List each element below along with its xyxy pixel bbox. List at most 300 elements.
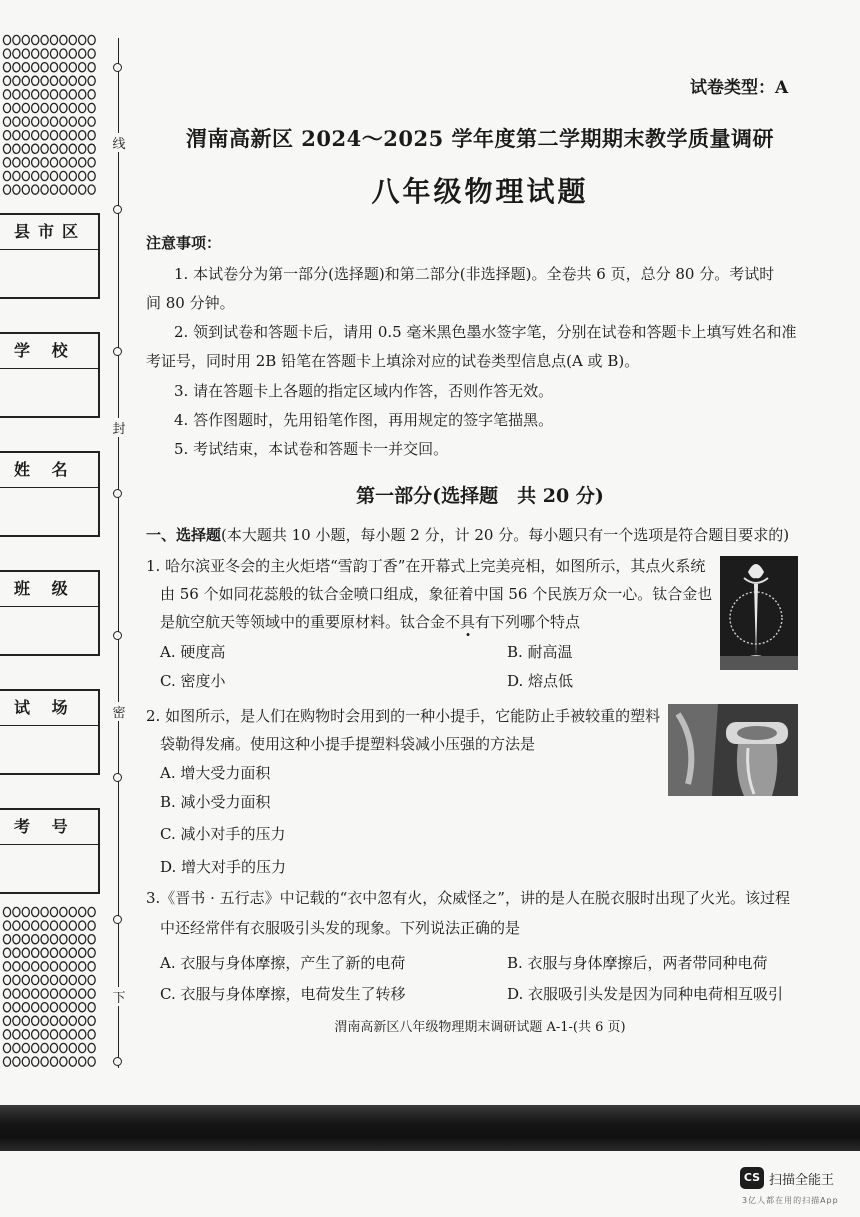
decorative-circle bbox=[69, 90, 76, 99]
decorative-circle bbox=[69, 989, 76, 998]
decorative-circle bbox=[79, 35, 86, 44]
decorative-circle bbox=[69, 63, 76, 72]
decorative-circle bbox=[79, 185, 86, 194]
decorative-circle bbox=[60, 76, 67, 85]
decorative-circle bbox=[69, 131, 76, 140]
decorative-circle bbox=[79, 1057, 86, 1066]
decorative-circle bbox=[69, 117, 76, 126]
decorative-circle bbox=[22, 158, 29, 167]
q1-option-b[interactable]: B. 耐高温 bbox=[507, 643, 573, 661]
decorative-circle bbox=[13, 158, 20, 167]
q1-stem-text: 是航空航天等领域中的重要原材料。钛合金 bbox=[160, 613, 446, 631]
decorative-circle bbox=[79, 63, 86, 72]
decorative-circle bbox=[88, 185, 95, 194]
decorative-circle bbox=[50, 185, 57, 194]
part1-title: 第一部分(选择题 共 20 分) bbox=[356, 485, 604, 507]
decorative-circle bbox=[3, 49, 10, 58]
scanner-name: 扫描全能王 bbox=[769, 1172, 835, 1188]
decorative-circle bbox=[88, 103, 95, 112]
decorative-circle bbox=[3, 989, 10, 998]
decorative-circle bbox=[50, 76, 57, 85]
decorative-circle bbox=[60, 63, 67, 72]
decorative-circle bbox=[13, 1057, 20, 1066]
decorative-circle bbox=[41, 1016, 48, 1025]
decorative-circle bbox=[69, 962, 76, 971]
binding-circle bbox=[113, 205, 122, 214]
decorative-circle bbox=[50, 1057, 57, 1066]
decorative-circle bbox=[13, 103, 20, 112]
decorative-circle bbox=[79, 935, 86, 944]
q1-option-c[interactable]: C. 密度小 bbox=[160, 672, 226, 690]
decorative-circle bbox=[60, 49, 67, 58]
decorative-circle bbox=[50, 63, 57, 72]
decorative-circle bbox=[22, 90, 29, 99]
decorative-circle bbox=[79, 1030, 86, 1039]
paper-type: 试卷类型：A bbox=[690, 78, 789, 98]
decorative-circle bbox=[41, 921, 48, 930]
decorative-circle bbox=[60, 1016, 67, 1025]
decorative-circle bbox=[32, 989, 39, 998]
field-exam-room[interactable] bbox=[0, 689, 100, 775]
decorative-circle bbox=[60, 962, 67, 971]
decorative-circle bbox=[79, 117, 86, 126]
decorative-circle bbox=[32, 144, 39, 153]
decorative-circle bbox=[60, 90, 67, 99]
decorative-circle bbox=[79, 90, 86, 99]
decorative-circle bbox=[41, 948, 48, 957]
section-desc: (本大题共 10 小题，每小题 2 分，计 20 分。每小题只有一个选项是符合题目要求的) bbox=[221, 526, 790, 544]
field-county[interactable] bbox=[0, 213, 100, 299]
decorative-circle bbox=[13, 948, 20, 957]
decorative-circle bbox=[50, 117, 57, 126]
exam-subject-title: 八年级物理试题 bbox=[371, 175, 589, 208]
decorative-circle bbox=[41, 49, 48, 58]
decorative-circle bbox=[13, 1016, 20, 1025]
decorative-circle bbox=[41, 1003, 48, 1012]
decorative-circle bbox=[88, 131, 95, 140]
field-name-label: 姓 名 bbox=[0, 453, 98, 488]
decorative-circle bbox=[60, 103, 67, 112]
decorative-circle bbox=[69, 76, 76, 85]
decorative-circle bbox=[13, 171, 20, 180]
decorative-circle bbox=[41, 962, 48, 971]
decorative-circle bbox=[88, 1057, 95, 1066]
decorative-circle bbox=[3, 144, 10, 153]
decorative-circle bbox=[22, 63, 29, 72]
decorative-circle bbox=[32, 35, 39, 44]
decorative-circle bbox=[3, 35, 10, 44]
decorative-circle bbox=[50, 1043, 57, 1052]
decorative-circle bbox=[41, 144, 48, 153]
decorative-circle bbox=[50, 49, 57, 58]
decorative-circle bbox=[32, 962, 39, 971]
decorative-circle bbox=[60, 907, 67, 916]
decorative-circle bbox=[3, 63, 10, 72]
decorative-circle bbox=[50, 962, 57, 971]
decorative-circle bbox=[79, 921, 86, 930]
decorative-circle bbox=[32, 1030, 39, 1039]
decorative-circle bbox=[22, 935, 29, 944]
decorative-circle bbox=[41, 1043, 48, 1052]
decorative-circle bbox=[69, 935, 76, 944]
decorative-circle bbox=[50, 1030, 57, 1039]
decorative-circle bbox=[60, 1030, 67, 1039]
decorative-circle-grid-bottom bbox=[2, 906, 98, 1072]
decorative-circle bbox=[50, 1003, 57, 1012]
note-item: 4. 答作图题时，先用铅笔作图，再用规定的签字笔描黑。 bbox=[174, 411, 554, 429]
decorative-circle bbox=[88, 989, 95, 998]
binding-circle bbox=[113, 773, 122, 782]
note-item: 3. 请在答题卡上各题的指定区域内作答，否则作答无效。 bbox=[174, 382, 554, 400]
decorative-circle bbox=[69, 1043, 76, 1052]
decorative-circle bbox=[60, 1043, 67, 1052]
decorative-circle bbox=[22, 907, 29, 916]
decorative-circle bbox=[13, 989, 20, 998]
decorative-circle bbox=[60, 131, 67, 140]
decorative-circle bbox=[88, 171, 95, 180]
decorative-circle bbox=[22, 1043, 29, 1052]
decorative-circle bbox=[13, 144, 20, 153]
decorative-circle bbox=[88, 975, 95, 984]
decorative-circle bbox=[13, 975, 20, 984]
q3-option-d[interactable]: D. 衣服吸引头发是因为同种电荷相互吸引 bbox=[507, 985, 784, 1003]
decorative-circle bbox=[88, 935, 95, 944]
binding-circle bbox=[113, 1057, 122, 1066]
decorative-circle bbox=[13, 63, 20, 72]
decorative-circle bbox=[88, 907, 95, 916]
q2-option-c[interactable]: C. 减小对手的压力 bbox=[160, 825, 286, 843]
decorative-circle bbox=[3, 1016, 10, 1025]
decorative-circle bbox=[32, 63, 39, 72]
decorative-circle bbox=[32, 1043, 39, 1052]
decorative-circle bbox=[69, 158, 76, 167]
decorative-circle bbox=[79, 158, 86, 167]
decorative-circle bbox=[3, 103, 10, 112]
decorative-circle bbox=[41, 1030, 48, 1039]
decorative-circle bbox=[32, 76, 39, 85]
binding-circle bbox=[113, 631, 122, 640]
decorative-circle bbox=[60, 144, 67, 153]
q1-stem-line bbox=[160, 612, 580, 632]
decorative-circle bbox=[13, 907, 20, 916]
scanner-logo-icon: CS bbox=[740, 1167, 764, 1189]
decorative-circle-grid-top bbox=[2, 34, 98, 200]
decorative-circle bbox=[88, 962, 95, 971]
decorative-circle bbox=[22, 962, 29, 971]
decorative-circle bbox=[50, 171, 57, 180]
note-item: 考证号，同时用 2B 铅笔在答题卡上填涂对应的试卷类型信息点(A 或 B)。 bbox=[146, 352, 640, 370]
decorative-circle bbox=[22, 1016, 29, 1025]
binding-circle bbox=[113, 63, 122, 72]
decorative-circle bbox=[22, 144, 29, 153]
q3-option-b[interactable]: B. 衣服与身体摩擦后，两者带同种电荷 bbox=[507, 954, 768, 972]
field-exam-number-label: 考 号 bbox=[0, 810, 98, 845]
decorative-circle bbox=[22, 76, 29, 85]
decorative-circle bbox=[88, 1016, 95, 1025]
q1-emphasis: 不具有 bbox=[445, 613, 491, 631]
decorative-circle bbox=[13, 117, 20, 126]
binding-word-line: 线 bbox=[110, 133, 128, 152]
decorative-circle bbox=[60, 921, 67, 930]
decorative-circle bbox=[13, 962, 20, 971]
page-footer: 渭南高新区八年级物理期末调研试题 A-1-(共 6 页) bbox=[334, 1020, 626, 1035]
decorative-circle bbox=[22, 1057, 29, 1066]
decorative-circle bbox=[13, 1030, 20, 1039]
decorative-circle bbox=[3, 1030, 10, 1039]
decorative-circle bbox=[60, 185, 67, 194]
decorative-circle bbox=[41, 171, 48, 180]
decorative-circle bbox=[79, 1003, 86, 1012]
decorative-circle bbox=[50, 158, 57, 167]
decorative-circle bbox=[50, 1016, 57, 1025]
decorative-circle bbox=[32, 117, 39, 126]
note-item: 间 80 分钟。 bbox=[146, 294, 235, 312]
decorative-circle bbox=[41, 76, 48, 85]
field-exam-number[interactable] bbox=[0, 808, 100, 894]
decorative-circle bbox=[32, 185, 39, 194]
decorative-circle bbox=[69, 948, 76, 957]
decorative-circle bbox=[69, 1016, 76, 1025]
field-school[interactable] bbox=[0, 332, 100, 418]
decorative-circle bbox=[32, 1003, 39, 1012]
q2-option-a[interactable]: A. 增大受力面积 bbox=[160, 764, 271, 782]
q1-stem-text: 下列哪个特点 bbox=[490, 613, 581, 631]
decorative-circle bbox=[79, 907, 86, 916]
decorative-circle bbox=[3, 76, 10, 85]
exam-title: 渭南高新区 2024～2025 学年度第二学期期末教学质量调研 bbox=[185, 126, 774, 151]
binding-circle bbox=[113, 347, 122, 356]
decorative-circle bbox=[88, 948, 95, 957]
decorative-circle bbox=[32, 1016, 39, 1025]
decorative-circle bbox=[60, 171, 67, 180]
binding-circle bbox=[113, 915, 122, 924]
decorative-circle bbox=[69, 49, 76, 58]
decorative-circle bbox=[41, 975, 48, 984]
decorative-circle bbox=[41, 131, 48, 140]
decorative-circle bbox=[60, 989, 67, 998]
decorative-circle bbox=[50, 921, 57, 930]
decorative-circle bbox=[41, 90, 48, 99]
decorative-circle bbox=[13, 76, 20, 85]
decorative-circle bbox=[60, 35, 67, 44]
q2-option-d[interactable]: D. 增大对手的压力 bbox=[160, 858, 287, 876]
decorative-circle bbox=[41, 989, 48, 998]
q3-option-c[interactable]: C. 衣服与身体摩擦，电荷发生了转移 bbox=[160, 985, 406, 1003]
decorative-circle bbox=[88, 144, 95, 153]
q1-stem-line: 1. 哈尔滨亚冬会的主火炬塔“雪韵丁香”在开幕式上完美亮相，如图所示，其点火系统 bbox=[146, 557, 706, 575]
decorative-circle bbox=[50, 975, 57, 984]
decorative-circle bbox=[32, 1057, 39, 1066]
binding-word-secret: 密 bbox=[110, 702, 128, 721]
decorative-circle bbox=[69, 144, 76, 153]
decorative-circle bbox=[88, 158, 95, 167]
decorative-circle bbox=[3, 921, 10, 930]
decorative-circle bbox=[3, 117, 10, 126]
binding-line bbox=[118, 38, 119, 1068]
decorative-circle bbox=[79, 989, 86, 998]
decorative-circle bbox=[88, 921, 95, 930]
decorative-circle bbox=[3, 131, 10, 140]
field-class[interactable] bbox=[0, 570, 100, 656]
decorative-circle bbox=[50, 935, 57, 944]
decorative-circle bbox=[13, 131, 20, 140]
decorative-circle bbox=[69, 103, 76, 112]
decorative-circle bbox=[79, 144, 86, 153]
decorative-circle bbox=[22, 975, 29, 984]
q1-stem-line: 由 56 个如同花蕊般的钛合金喷口组成，象征着中国 56 个民族万众一心。钛合金也 bbox=[160, 585, 713, 603]
decorative-circle bbox=[41, 103, 48, 112]
decorative-circle bbox=[3, 1003, 10, 1012]
q2-stem-line: 袋勒得发痛。使用这种小提手提塑料袋减小压强的方法是 bbox=[160, 735, 536, 753]
section-heading bbox=[146, 525, 789, 545]
decorative-circle bbox=[32, 103, 39, 112]
decorative-circle bbox=[88, 1043, 95, 1052]
decorative-circle bbox=[50, 989, 57, 998]
decorative-circle bbox=[32, 935, 39, 944]
decorative-circle bbox=[32, 975, 39, 984]
decorative-circle bbox=[41, 117, 48, 126]
decorative-circle bbox=[60, 117, 67, 126]
q1-option-a[interactable]: A. 硬度高 bbox=[160, 643, 226, 661]
decorative-circle bbox=[22, 989, 29, 998]
field-name[interactable] bbox=[0, 451, 100, 537]
q1-option-d[interactable]: D. 熔点低 bbox=[507, 672, 574, 690]
decorative-circle bbox=[69, 907, 76, 916]
q2-stem-line: 2. 如图所示，是人们在购物时会用到的一种小提手，它能防止手被较重的塑料 bbox=[146, 707, 661, 725]
decorative-circle bbox=[3, 90, 10, 99]
decorative-circle bbox=[32, 921, 39, 930]
decorative-circle bbox=[32, 131, 39, 140]
decorative-circle bbox=[79, 131, 86, 140]
field-exam-room-label: 试 场 bbox=[0, 691, 98, 726]
decorative-circle bbox=[88, 1003, 95, 1012]
binding-word-seal: 封 bbox=[110, 418, 128, 437]
decorative-circle bbox=[50, 144, 57, 153]
decorative-circle bbox=[3, 185, 10, 194]
decorative-circle bbox=[79, 1043, 86, 1052]
decorative-circle bbox=[88, 35, 95, 44]
decorative-circle bbox=[50, 35, 57, 44]
field-class-label: 班 级 bbox=[0, 572, 98, 607]
decorative-circle bbox=[3, 1043, 10, 1052]
decorative-circle bbox=[79, 1016, 86, 1025]
decorative-circle bbox=[79, 962, 86, 971]
note-item: 1. 本试卷分为第一部分(选择题)和第二部分(非选择题)。全卷共 6 页，总分 80 分。考试时 bbox=[174, 265, 775, 283]
scanner-watermark bbox=[740, 1167, 834, 1189]
decorative-circle bbox=[50, 948, 57, 957]
q2-option-b[interactable]: B. 减小受力面积 bbox=[160, 793, 271, 811]
decorative-circle bbox=[41, 1057, 48, 1066]
decorative-circle bbox=[41, 185, 48, 194]
decorative-circle bbox=[88, 49, 95, 58]
decorative-circle bbox=[3, 907, 10, 916]
decorative-circle bbox=[22, 1003, 29, 1012]
decorative-circle bbox=[22, 35, 29, 44]
decorative-circle bbox=[50, 103, 57, 112]
decorative-circle bbox=[22, 103, 29, 112]
decorative-circle bbox=[22, 948, 29, 957]
q3-stem-line: 中还经常伴有衣服吸引头发的现象。下列说法正确的是 bbox=[160, 919, 521, 937]
decorative-circle bbox=[69, 921, 76, 930]
decorative-circle bbox=[60, 935, 67, 944]
field-school-label: 学 校 bbox=[0, 334, 98, 369]
decorative-circle bbox=[22, 49, 29, 58]
binding-circle bbox=[113, 489, 122, 498]
decorative-circle bbox=[88, 90, 95, 99]
decorative-circle bbox=[41, 935, 48, 944]
decorative-circle bbox=[60, 948, 67, 957]
decorative-circle bbox=[88, 1030, 95, 1039]
section-label: 一、选择题 bbox=[146, 526, 222, 544]
decorative-circle bbox=[50, 90, 57, 99]
decorative-circle bbox=[3, 171, 10, 180]
decorative-circle bbox=[79, 975, 86, 984]
decorative-circle bbox=[13, 935, 20, 944]
decorative-circle bbox=[13, 185, 20, 194]
q3-stem-line: 3.《晋书 · 五行志》中记载的“衣中忽有火，众威怪之”，讲的是人在脱衣服时出现了火光。该过程 bbox=[146, 889, 790, 907]
decorative-circle bbox=[22, 117, 29, 126]
decorative-circle bbox=[41, 907, 48, 916]
decorative-circle bbox=[3, 1057, 10, 1066]
q3-option-a[interactable]: A. 衣服与身体摩擦，产生了新的电荷 bbox=[160, 954, 406, 972]
decorative-circle bbox=[79, 76, 86, 85]
torch-tower-photo bbox=[720, 556, 798, 670]
decorative-circle bbox=[13, 35, 20, 44]
decorative-circle bbox=[69, 171, 76, 180]
decorative-circle bbox=[22, 131, 29, 140]
decorative-circle bbox=[60, 158, 67, 167]
decorative-circle bbox=[88, 63, 95, 72]
decorative-circle bbox=[3, 975, 10, 984]
decorative-circle bbox=[60, 1057, 67, 1066]
decorative-circle bbox=[60, 1003, 67, 1012]
decorative-circle bbox=[69, 975, 76, 984]
decorative-circle bbox=[13, 1043, 20, 1052]
decorative-circle bbox=[32, 49, 39, 58]
note-item: 5. 考试结束，本试卷和答题卡一并交回。 bbox=[174, 440, 449, 458]
decorative-circle bbox=[69, 185, 76, 194]
decorative-circle bbox=[13, 1003, 20, 1012]
notes-heading: 注意事项： bbox=[146, 234, 222, 252]
decorative-circle bbox=[22, 185, 29, 194]
decorative-circle bbox=[41, 63, 48, 72]
decorative-circle bbox=[13, 49, 20, 58]
decorative-circle bbox=[69, 35, 76, 44]
decorative-circle bbox=[79, 49, 86, 58]
decorative-circle bbox=[32, 158, 39, 167]
scan-shadow-band bbox=[0, 1105, 860, 1151]
binding-word-below: 下 bbox=[110, 987, 128, 1006]
decorative-circle bbox=[32, 90, 39, 99]
decorative-circle bbox=[79, 171, 86, 180]
decorative-circle bbox=[50, 907, 57, 916]
bag-handle-photo bbox=[668, 704, 798, 796]
decorative-circle bbox=[3, 962, 10, 971]
decorative-circle bbox=[69, 1003, 76, 1012]
decorative-circle bbox=[69, 1030, 76, 1039]
field-county-label: 县市区 bbox=[0, 215, 98, 250]
decorative-circle bbox=[3, 935, 10, 944]
decorative-circle bbox=[60, 975, 67, 984]
decorative-circle bbox=[88, 76, 95, 85]
decorative-circle bbox=[13, 90, 20, 99]
decorative-circle bbox=[50, 131, 57, 140]
decorative-circle bbox=[13, 921, 20, 930]
decorative-circle bbox=[79, 948, 86, 957]
decorative-circle bbox=[3, 948, 10, 957]
decorative-circle bbox=[41, 158, 48, 167]
decorative-circle bbox=[41, 35, 48, 44]
